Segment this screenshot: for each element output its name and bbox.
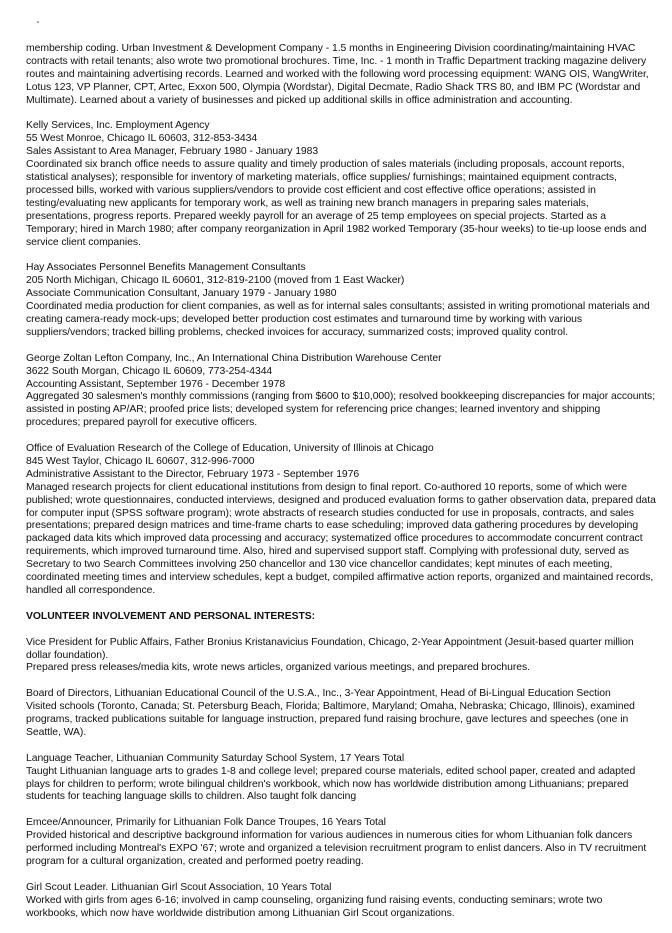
intro-block	[26, 43, 656, 108]
job-description: Coordinated media production for client companies, as well as for internal sales consultants; assisted in writing promotional materials and creating camera-ready mock-ups; developed better production cost estimates and turnaround time by working with various suppliers/vendors; tracked billing problems, checked invoices for accuracy, summarized costs; improved quality control.	[26, 301, 650, 338]
job-description: Aggregated 30 salesmen's monthly commissions (ranging from $600 to $10,000); resolved bookkeeping discrepancies for major accounts; assisted in posting AP/AR; proofed price lists; developed system for referencing price changes; learned inventory and shipping procedures; prepared payroll for executive officers.	[26, 391, 656, 429]
employment-entry-uic	[26, 443, 656, 598]
employment-entry-hay	[26, 262, 656, 339]
volunteer-section-heading: VOLUNTEER INVOLVEMENT AND PERSONAL INTERESTS:	[26, 610, 316, 622]
position-title: Associate Communication Consultant, January 1979 - January 1980	[26, 288, 337, 300]
volunteer-description: Visited schools (Toronto, Canada; St. Petersburg Beach, Florida; Baltimore, Maryland; Omaha, Nebraska; Chicago, Illinois), examined programs, tracked publications suitable for language instruction, prepared fund raising brochure, gave lectures and speeches (one in Seattle, WA).	[26, 701, 635, 738]
resume-page	[26, 43, 656, 933]
volunteer-entry	[26, 637, 656, 676]
volunteer-entry	[26, 817, 656, 869]
volunteer-title: Board of Directors, Lithuanian Educational Council of the U.S.A., Inc., 3-Year Appointment, Head of Bi-Lingual Education Section	[26, 688, 611, 700]
position-title: Administrative Assistant to the Director, February 1973 - September 1976	[26, 468, 360, 480]
volunteer-entry	[26, 688, 656, 740]
volunteer-title: Girl Scout Leader. Lithuanian Girl Scout Association, 10 Years Total	[26, 881, 332, 893]
volunteer-title: Emcee/Announcer, Primarily for Lithuanian Folk Dance Troupes, 16 Years Total	[26, 817, 386, 829]
employer-address: 205 North Michigan, Chicago IL 60601, 312-819-2100 (moved from 1 East Wacker)	[26, 275, 405, 287]
volunteer-title: Language Teacher, Lithuanian Community Saturday School System, 17 Years Total	[26, 752, 405, 764]
volunteer-description: Prepared press releases/media kits, wrote news articles, organized various meetings, and prepared brochures.	[26, 662, 530, 674]
intro-paragraph: membership coding. Urban Investment & Development Company - 1.5 months in Engineering Division coordinating/maintaining HVAC contracts with retail tenants; also wrote two promotional brochures. Time, Inc. - 1 month in Traffic Department tracking magazine delivery routes and maintaining advertising records. Learned and worked with the following word processing equipment: WANG OIS, WangWriter, Lotus 123, VP Planner, CPT, Artec, Exxon 500, Olympia (Wordstar), Digital Decmate, Radio Shack TRS 80, and IBM PC (Wordstar and Multimate). Learned about a variety of businesses and picked up additional skills in office administration and accounting.	[26, 43, 649, 106]
employer-name: Office of Evaluation Research of the College of Education, University of Illinois at Chicago	[26, 443, 434, 455]
volunteer-entry	[26, 753, 656, 805]
employer-address: 845 West Taylor, Chicago IL 60607, 312-996-7000	[26, 455, 255, 467]
scan-speck	[37, 21, 39, 23]
employment-entry-lefton	[26, 353, 656, 430]
position-title: Sales Assistant to Area Manager, February 1980 - January 1983	[26, 146, 319, 158]
employer-name: Hay Associates Personnel Benefits Management Consultants	[26, 262, 306, 274]
employment-entry-kelly	[26, 120, 656, 249]
volunteer-entry	[26, 882, 656, 921]
volunteer-description: Provided historical and descriptive background information for various audiences in numerous cities for whom Lithuanian folk dancers performed including Montreal's EXPO '67; wrote and organized a television recruitment program to enlist dancers. Also in TV recruitment program for a cultural organization, created and performed poetry reading.	[26, 830, 647, 867]
position-title: Accounting Assistant, September 1976 - December 1978	[26, 378, 286, 390]
job-description: Coordinated six branch office needs to assure quality and timely production of sales materials (including proposals, account reports, statistical analyses); responsible for inventory of marketing materials, office supplies/ furnishings; maintained equipment contracts, processed bills, worked with various suppliers/vendors to provide cost efficient and cost effective office operations; assisted in testing/evaluating new applicants for temporary work, as well as training new branch managers in preparing sales materials, presentations, progress reports. Prepared weekly payroll for an average of 25 temp employees on special projects. Started as a Temporary; hired in March 1980; after company reorganization in April 1982 worked Temporary (35-hour weeks) to tie-up loose ends and service client companies.	[26, 159, 647, 248]
employer-address: 3622 South Morgan, Chicago IL 60609, 773-254-4344	[26, 365, 273, 377]
employer-name: Kelly Services, Inc. Employment Agency	[26, 120, 210, 132]
volunteer-description: Worked with girls from ages 6-16; involved in camp counseling, organizing fund raising events, conducting seminars; wrote two workbooks, which now have worldwide distribution among Lithuanian Girl Scout organizations.	[26, 894, 603, 919]
employer-address: 55 West Monroe, Chicago IL 60603, 312-853-3434	[26, 133, 258, 145]
volunteer-description: Taught Lithuanian language arts to grades 1-8 and college level; prepared course materials, edited school paper, created and adapted plays for children to perform; wrote bilingual children's workbook, which now has worldwide distribution among Lithuanians; prepared students for teaching language skills to children. Also taught folk dancing	[26, 765, 636, 803]
employer-name: George Zoltan Lefton Company, Inc., An International China Distribution Warehouse Center	[26, 352, 442, 364]
job-description: Managed research projects for client educational institutions from design to final report. Co-authored 10 reports, some of which were published; wrote questionnaires, conducted interviews, designed and produced evaluation forms to gather observation data, prepared data for computer input (SPSS software program); wrote abstracts of research studies conducted for use in proposals, contracts, and sales presentations; prepared design matrices and time-frame charts to ease scheduling; improved data gathering procedures by developing packaged data kits which improved data processing and accuracy; systematized office procedures to accommodate concurrent contract requirements, which improved turnaround time. Also, hired and supervised support staff. Complying with professional duty, served as Secretary to two Search Committees involving 250 chancellor and 130 vice chancellor candidates; kept minutes of each meeting, coordinated meeting times and interview schedules, kept a budget, compiled affirmative action reports, organized and maintained records, handled all correspondence.	[26, 481, 656, 596]
volunteer-title: Vice President for Public Affairs, Father Bronius Kristanavicius Foundation, Chicago, 2-Year Appointment (Jesuit-based quarter million dollar foundation).	[26, 636, 634, 661]
